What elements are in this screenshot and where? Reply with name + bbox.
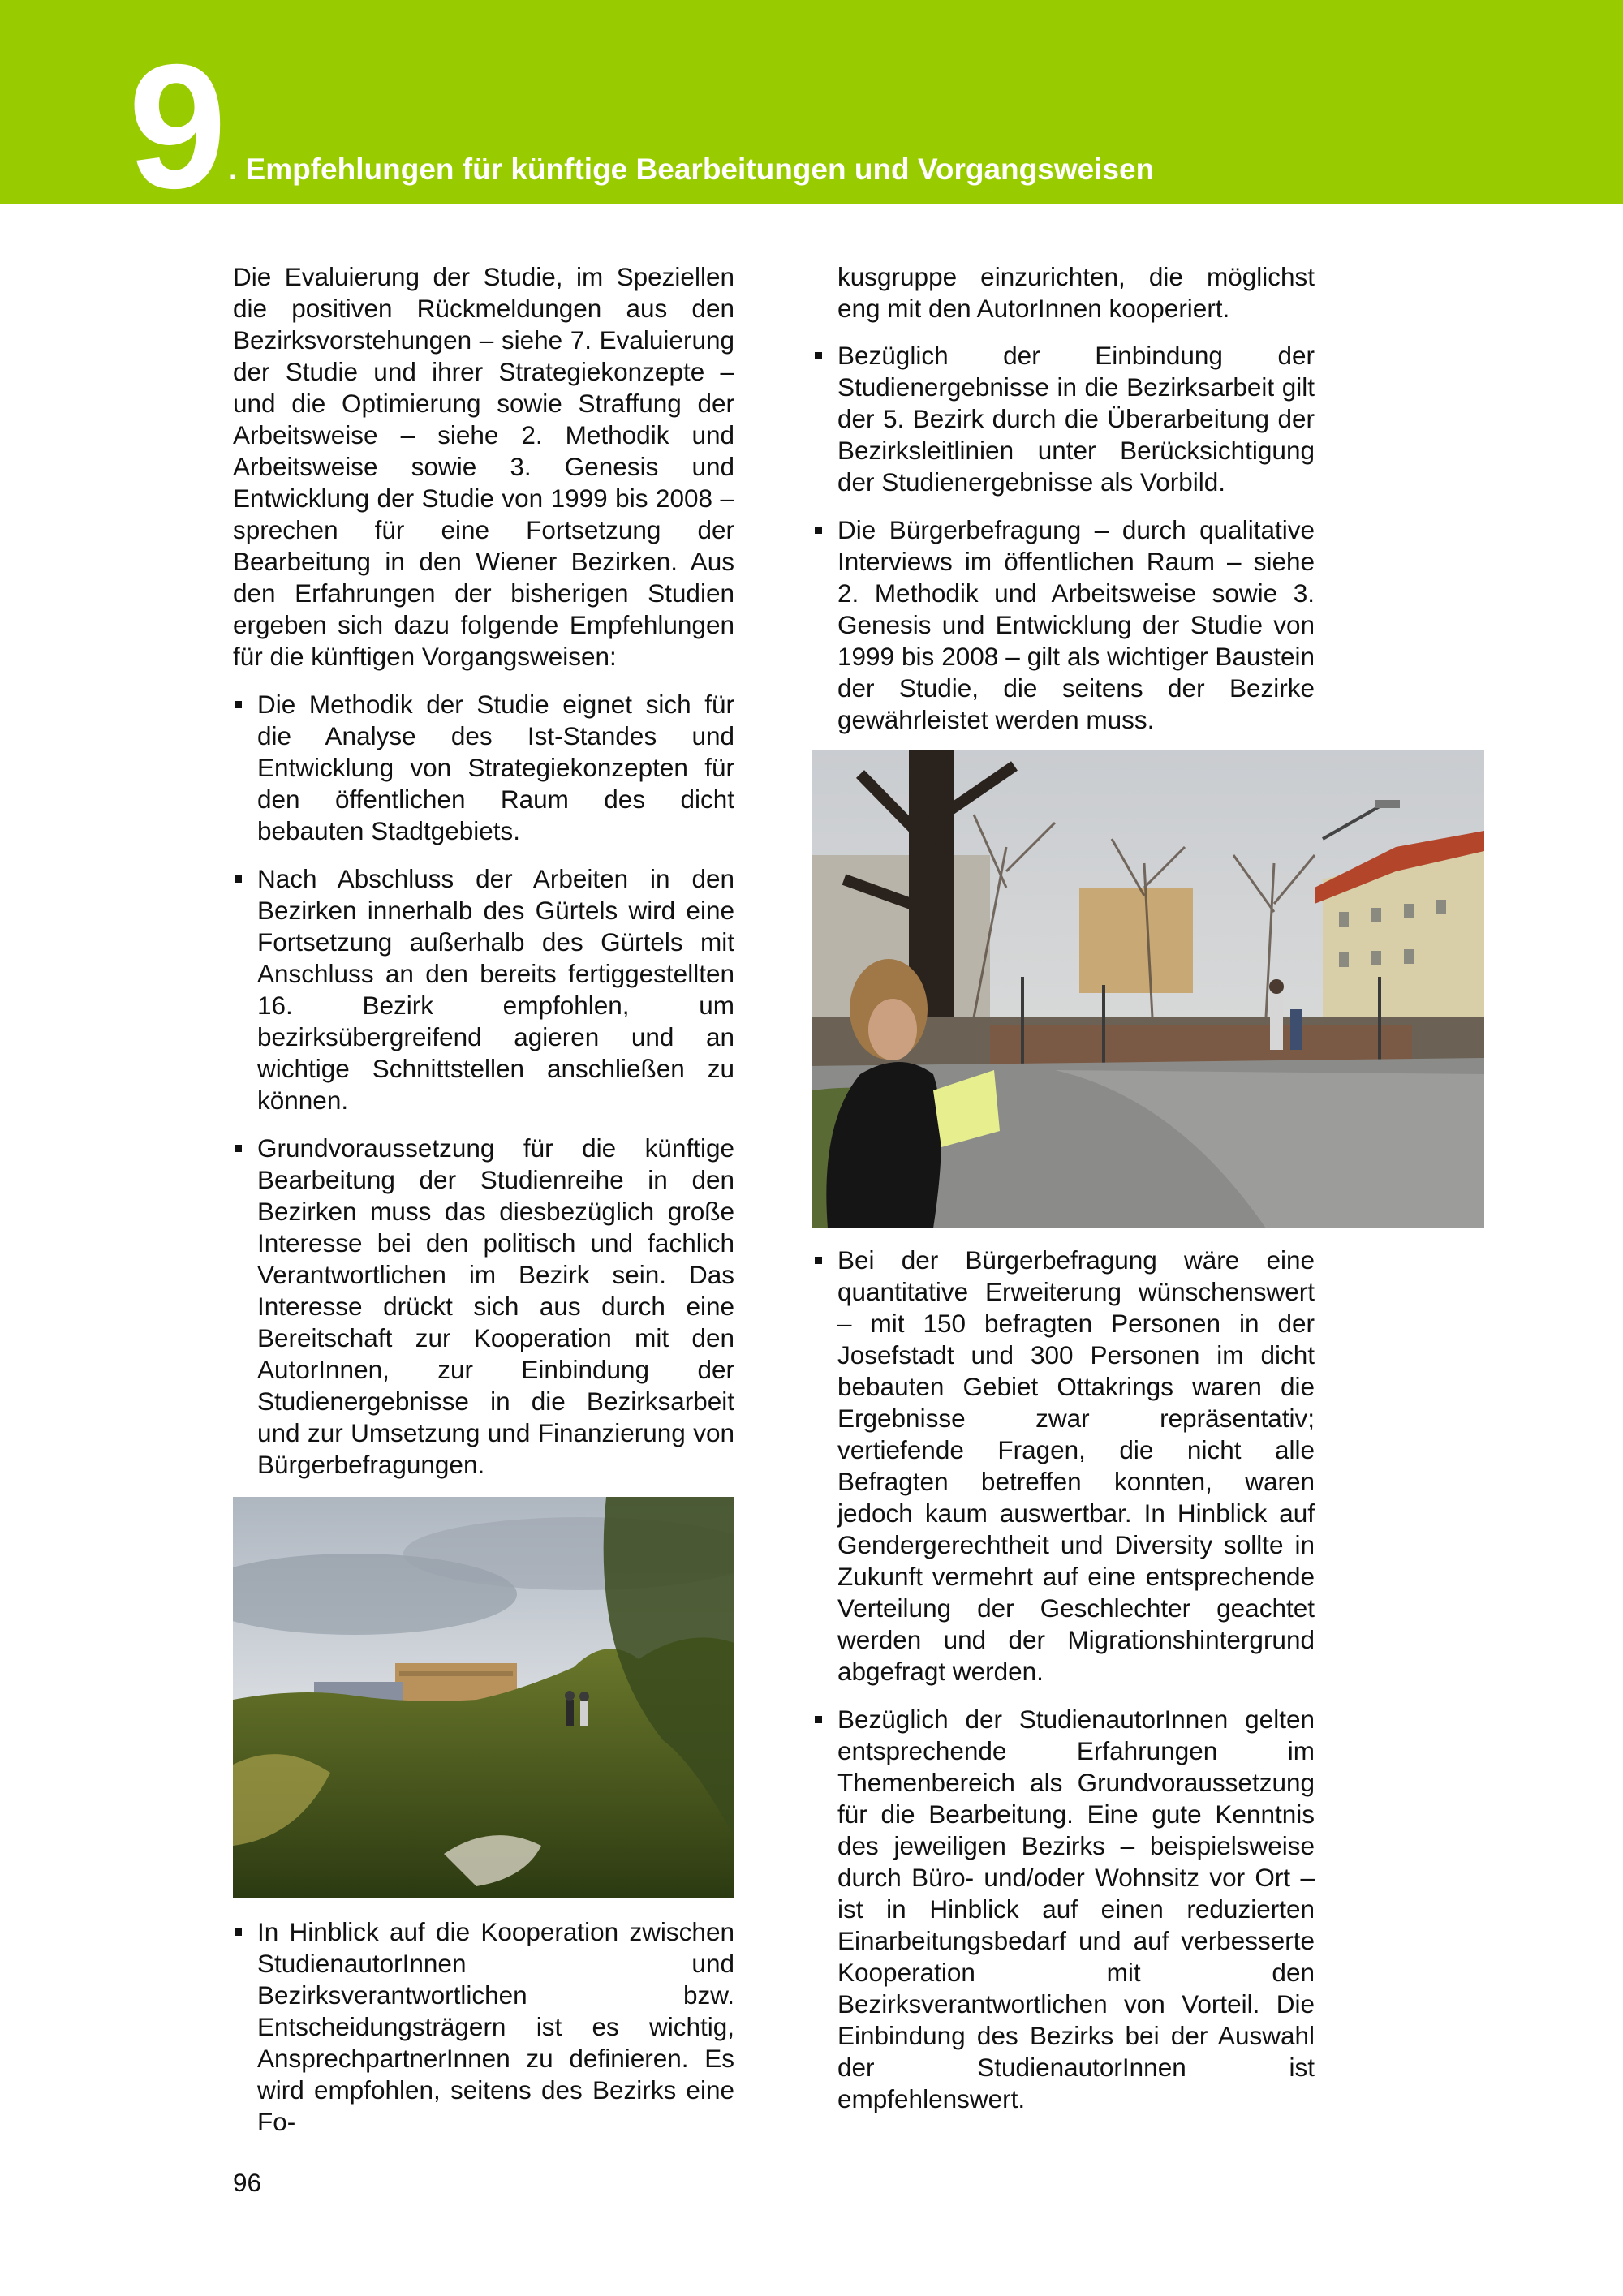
continued-text: kusgruppe einzurichten, die möglichst eng mit den AutorInnen kooperiert. xyxy=(837,262,1315,323)
photo-park-interview xyxy=(812,750,1484,1228)
recommendation-list-right-continued xyxy=(813,1245,1315,2115)
photo-meadow-walkers xyxy=(233,1497,734,1898)
left-column xyxy=(233,261,734,2154)
recommendation-list-right xyxy=(813,340,1315,736)
page-number: 96 xyxy=(233,2168,262,2197)
list-item: Die Bürgerbefragung – durch qualitative Interviews im öffentlichen Raum – siehe 2. Methodik und Arbeitsweise sowie 3. Genesis und Entwicklung der Studie von 1999 bis 2008 – gilt als wichtiger Baustein der Studie, die seitens der Bezirke gewährleistet werden muss. xyxy=(813,514,1315,736)
list-item: Bezüglich der Einbindung der Studienergebnisse in die Bezirksarbeit gilt der 5. Bezirk durch die Überarbeitung der Bezirksleitlinien unter Berücksichtigung der Studienergebnisse als Vorbild. xyxy=(813,340,1315,498)
list-item: Die Methodik der Studie eignet sich für die Analyse des Ist-Standes und Entwicklung von Strategiekonzepten für den öffentlichen Raum des dicht bebauten Stadtgebiets. xyxy=(233,689,734,847)
list-item: Grundvoraussetzung für die künftige Bearbeitung der Studienreihe in den Bezirken muss das diesbezüglich große Interesse bei den politisch und fachlich Verantwortlichen im Bezirk sein. Das Interesse drückt sich aus durch eine Bereitschaft zur Kooperation mit den AutorInnen, zur Einbindung der Studienergebnisse in die Bezirksarbeit und zur Umsetzung und Finanzierung von Bürgerbefragungen. xyxy=(233,1133,734,1481)
chapter-number: 9 xyxy=(128,28,224,226)
intro-paragraph: Die Evaluierung der Studie, im Speziellen die positiven Rückmeldungen aus den Bezirksvorstehungen – siehe 7. Evaluierung der Studie und ihrer Strategiekonzepte – und die Optimierung sowie Straffung der Arbeitsweise – siehe 2. Methodik und Arbeitsweise sowie 3. Genesis und Entwicklung der Studie von 1999 bis 2008 – sprechen für eine Fortsetzung der Bearbeitung in den Wiener Bezirken. Aus den Erfahrungen der bisherigen Studien ergeben sich dazu folgende Empfehlungen für die künftigen Vorgangsweisen: xyxy=(233,262,734,671)
recommendation-list-continued xyxy=(233,1916,734,2138)
right-column xyxy=(813,261,1315,2131)
list-item: Bezüglich der StudienautorInnen gelten entsprechende Erfahrungen im Themenbereich als Grundvoraussetzung für die Bearbeitung. Eine gute Kenntnis des jeweiligen Bezirks – beispielsweise durch Büro- und/oder Wohnsitz vor Ort – ist in Hinblick auf einen reduzierten Einarbeitungsbedarf und auf verbesserte Kooperation mit den Bezirksverantwortlichen von Vorteil. Die Einbindung des Bezirks bei der Auswahl der StudienautorInnen ist empfehlenswert. xyxy=(813,1704,1315,2115)
list-item: Nach Abschluss der Arbeiten in den Bezirken innerhalb des Gürtels wird eine Fortsetzung außerhalb des Gürtels mit Anschluss an den bereits fertiggestellten 16. Bezirk empfohlen, um bezirksübergreifend agieren und an wichtige Schnittstellen anschließen zu können. xyxy=(233,863,734,1116)
list-item: In Hinblick auf die Kooperation zwischen StudienautorInnen und Bezirksverantwortlichen bzw. Entscheidungsträgern ist es wichtig, AnsprechpartnerInnen zu definieren. Es wird empfohlen, seitens des Bezirks eine Fo- xyxy=(233,1916,734,2138)
list-item: Bei der Bürgerbefragung wäre eine quantitative Erweiterung wünschenswert – mit 150 befragten Personen in der Josefstadt und 300 Personen im dicht bebauten Gebiet Ottakrings waren die Ergebnisse zwar repräsentativ; vertiefende Fragen, die nicht alle Befragten betreffen konnten, waren jedoch kaum auswertbar. In Hinblick auf Gendergerechtheit und Diversity sollte in Zukunft vermehrt auf eine entsprechende Verteilung der Geschlechter geachtet werden und der Migrationshintergrund abgefragt werden. xyxy=(813,1245,1315,1688)
chapter-header-bar xyxy=(0,0,1623,226)
chapter-title: . Empfehlungen für künftige Bearbeitungen und Vorgangsweisen xyxy=(229,153,1155,186)
recommendation-list xyxy=(233,689,734,1481)
